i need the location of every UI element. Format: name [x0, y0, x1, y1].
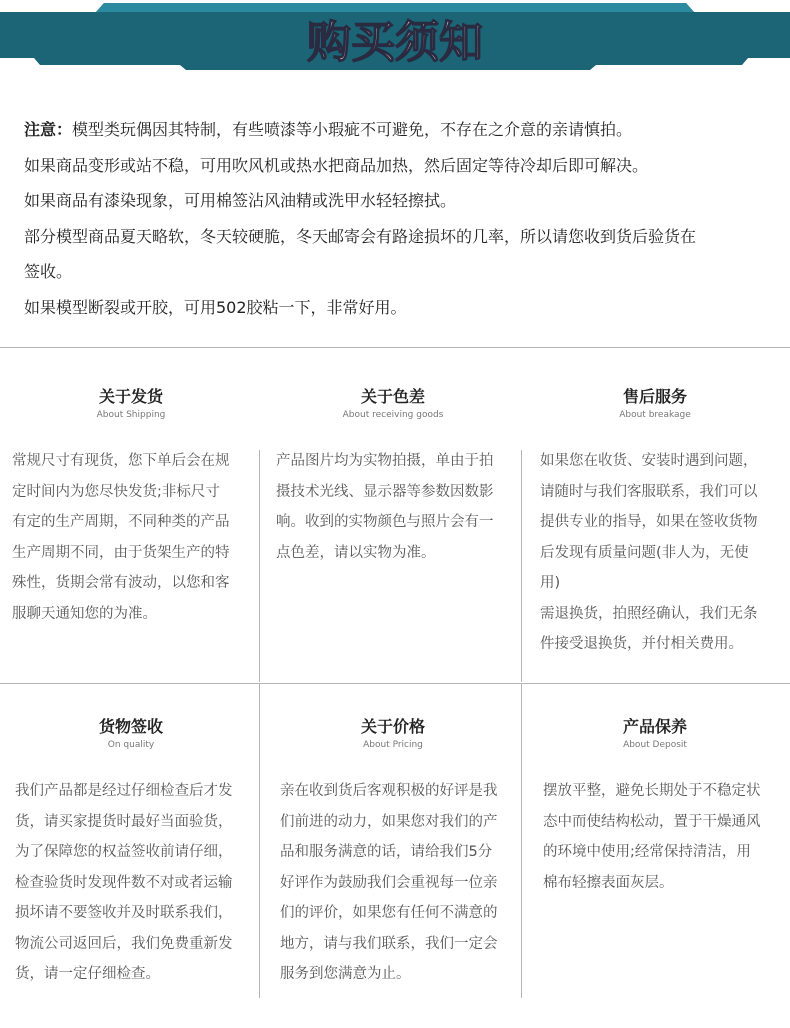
section-body [12, 446, 262, 629]
divider [0, 347, 790, 348]
info-section [524, 714, 786, 898]
section-line: 们前进的动力，如果您对我们的产 [280, 813, 498, 830]
section-line: 货，请一定仔细检查。 [15, 966, 160, 982]
notice-line: 如果商品变形或站不稳，可用吹风机或热水把商品加热，然后固定等待冷却后即可解决。 [24, 155, 649, 175]
section-body [543, 776, 786, 898]
section-body [280, 776, 524, 990]
section-line: 检查验货时发现件数不对或者运输 [15, 874, 233, 891]
section-line: 常规尺寸有现货，您下单后会在规 [12, 453, 230, 469]
section-title: 关于发货 [98, 387, 163, 406]
section-subtitle: About receiving goods [342, 410, 444, 420]
section-line: 我们产品都是经过仔细检查后才发 [15, 783, 233, 799]
section-title: 关于价格 [360, 717, 425, 736]
banner [0, 0, 790, 72]
section-subtitle: About Shipping [96, 410, 166, 420]
section-line: 的环境中使用;经常保持清洁，用 [543, 844, 751, 860]
section-body [276, 446, 524, 568]
notice-line: 部分模型商品夏天略软，冬天较硬脆，冬天邮寄会有路途损坏的几率，所以请您收到货后验货在 [24, 226, 697, 246]
section-line: 地方，请与我们联系，我们一定会 [280, 935, 498, 952]
section-subtitle: About Deposit [623, 740, 687, 750]
section-line: 定时间内为您尽快发货;非标尺寸 [12, 483, 220, 500]
section-line: 棉布轻擦表面灰层。 [543, 874, 674, 891]
notice-block [24, 112, 784, 325]
notice-label: 注意： [24, 120, 73, 139]
info-section [262, 714, 524, 990]
section-line: 响。收到的实物颜色与照片会有一 [276, 514, 494, 530]
section-line: 摄技术光线、显示器等参数因数影 [276, 483, 494, 500]
section-line: 产品图片均为实物拍摄，单由于拍 [276, 453, 494, 469]
section-line: 请随时与我们客服联系，我们可以 [540, 483, 758, 500]
section-subtitle: About breakage [619, 410, 691, 420]
section-line: 们的评价，如果您有任何不满意的 [280, 905, 498, 921]
notice-line: 签收。 [24, 262, 73, 281]
section-line: 损坏请不要签收并及时联系我们， [15, 905, 233, 921]
info-section [0, 384, 262, 629]
section-line: 为了保障您的权益签收前请仔细， [15, 844, 233, 860]
section-subtitle: On quality [107, 740, 155, 750]
section-line: 后发现有质量问题(非人为，无使 [540, 544, 749, 561]
section-title: 货物签收 [98, 717, 163, 736]
section-title: 售后服务 [622, 387, 687, 406]
section-title: 关于色差 [360, 387, 425, 406]
section-line: 生产周期不同，由于货架生产的特 [12, 544, 230, 561]
section-line: 有定的生产周期，不同种类的产品 [12, 514, 230, 530]
section-line: 提供专业的指导，如果在签收货物 [540, 514, 758, 530]
section-line: 如果您在收货、安装时遇到问题， [540, 453, 758, 469]
section-line: 服务到您满意为止。 [280, 966, 411, 982]
section-line: 态中而使结构松动，置于干燥通风 [543, 813, 761, 830]
section-line: 殊性，货期会常有波动，以您和客 [12, 575, 230, 591]
section-body [15, 776, 262, 990]
section-line: 需退换货，拍照经确认，我们无条 [540, 605, 758, 622]
section-title: 产品保养 [622, 717, 687, 736]
section-body [540, 446, 786, 660]
section-line: 品和服务满意的话，请给我们5分 [280, 844, 493, 860]
info-section [0, 714, 262, 990]
notice-line: 注意：模型类玩偶因其特制，有些喷漆等小瑕疵不可避免，不存在之介意的亲请慎拍。 [24, 120, 633, 139]
section-line: 服聊天通知您的为准。 [12, 605, 157, 622]
section-line: 摆放平整，避免长期处于不稳定状 [543, 783, 761, 799]
info-section [262, 384, 524, 568]
section-line: 点色差，请以实物为准。 [276, 544, 436, 561]
notice-line: 如果商品有漆染现象，可用棉签沾风油精或洗甲水轻轻擦拭。 [24, 191, 457, 210]
section-line: 好评作为鼓励我们会重视每一位亲 [280, 874, 498, 891]
banner-title: 购买须知 [307, 17, 483, 68]
notice-line: 如果模型断裂或开胶，可用502胶粘一下，非常好用。 [24, 297, 407, 317]
section-subtitle: About Pricing [363, 740, 423, 750]
section-line: 用) [540, 575, 561, 591]
section-line: 亲在收到货后客观积极的好评是我 [280, 783, 498, 799]
divider [0, 683, 790, 684]
section-line: 件接受退换货，并付相关费用。 [540, 636, 743, 652]
section-line: 货，请买家提货时最好当面验货， [15, 813, 233, 830]
section-line: 物流公司返回后，我们免费重新发 [15, 935, 233, 952]
info-section [524, 384, 786, 660]
